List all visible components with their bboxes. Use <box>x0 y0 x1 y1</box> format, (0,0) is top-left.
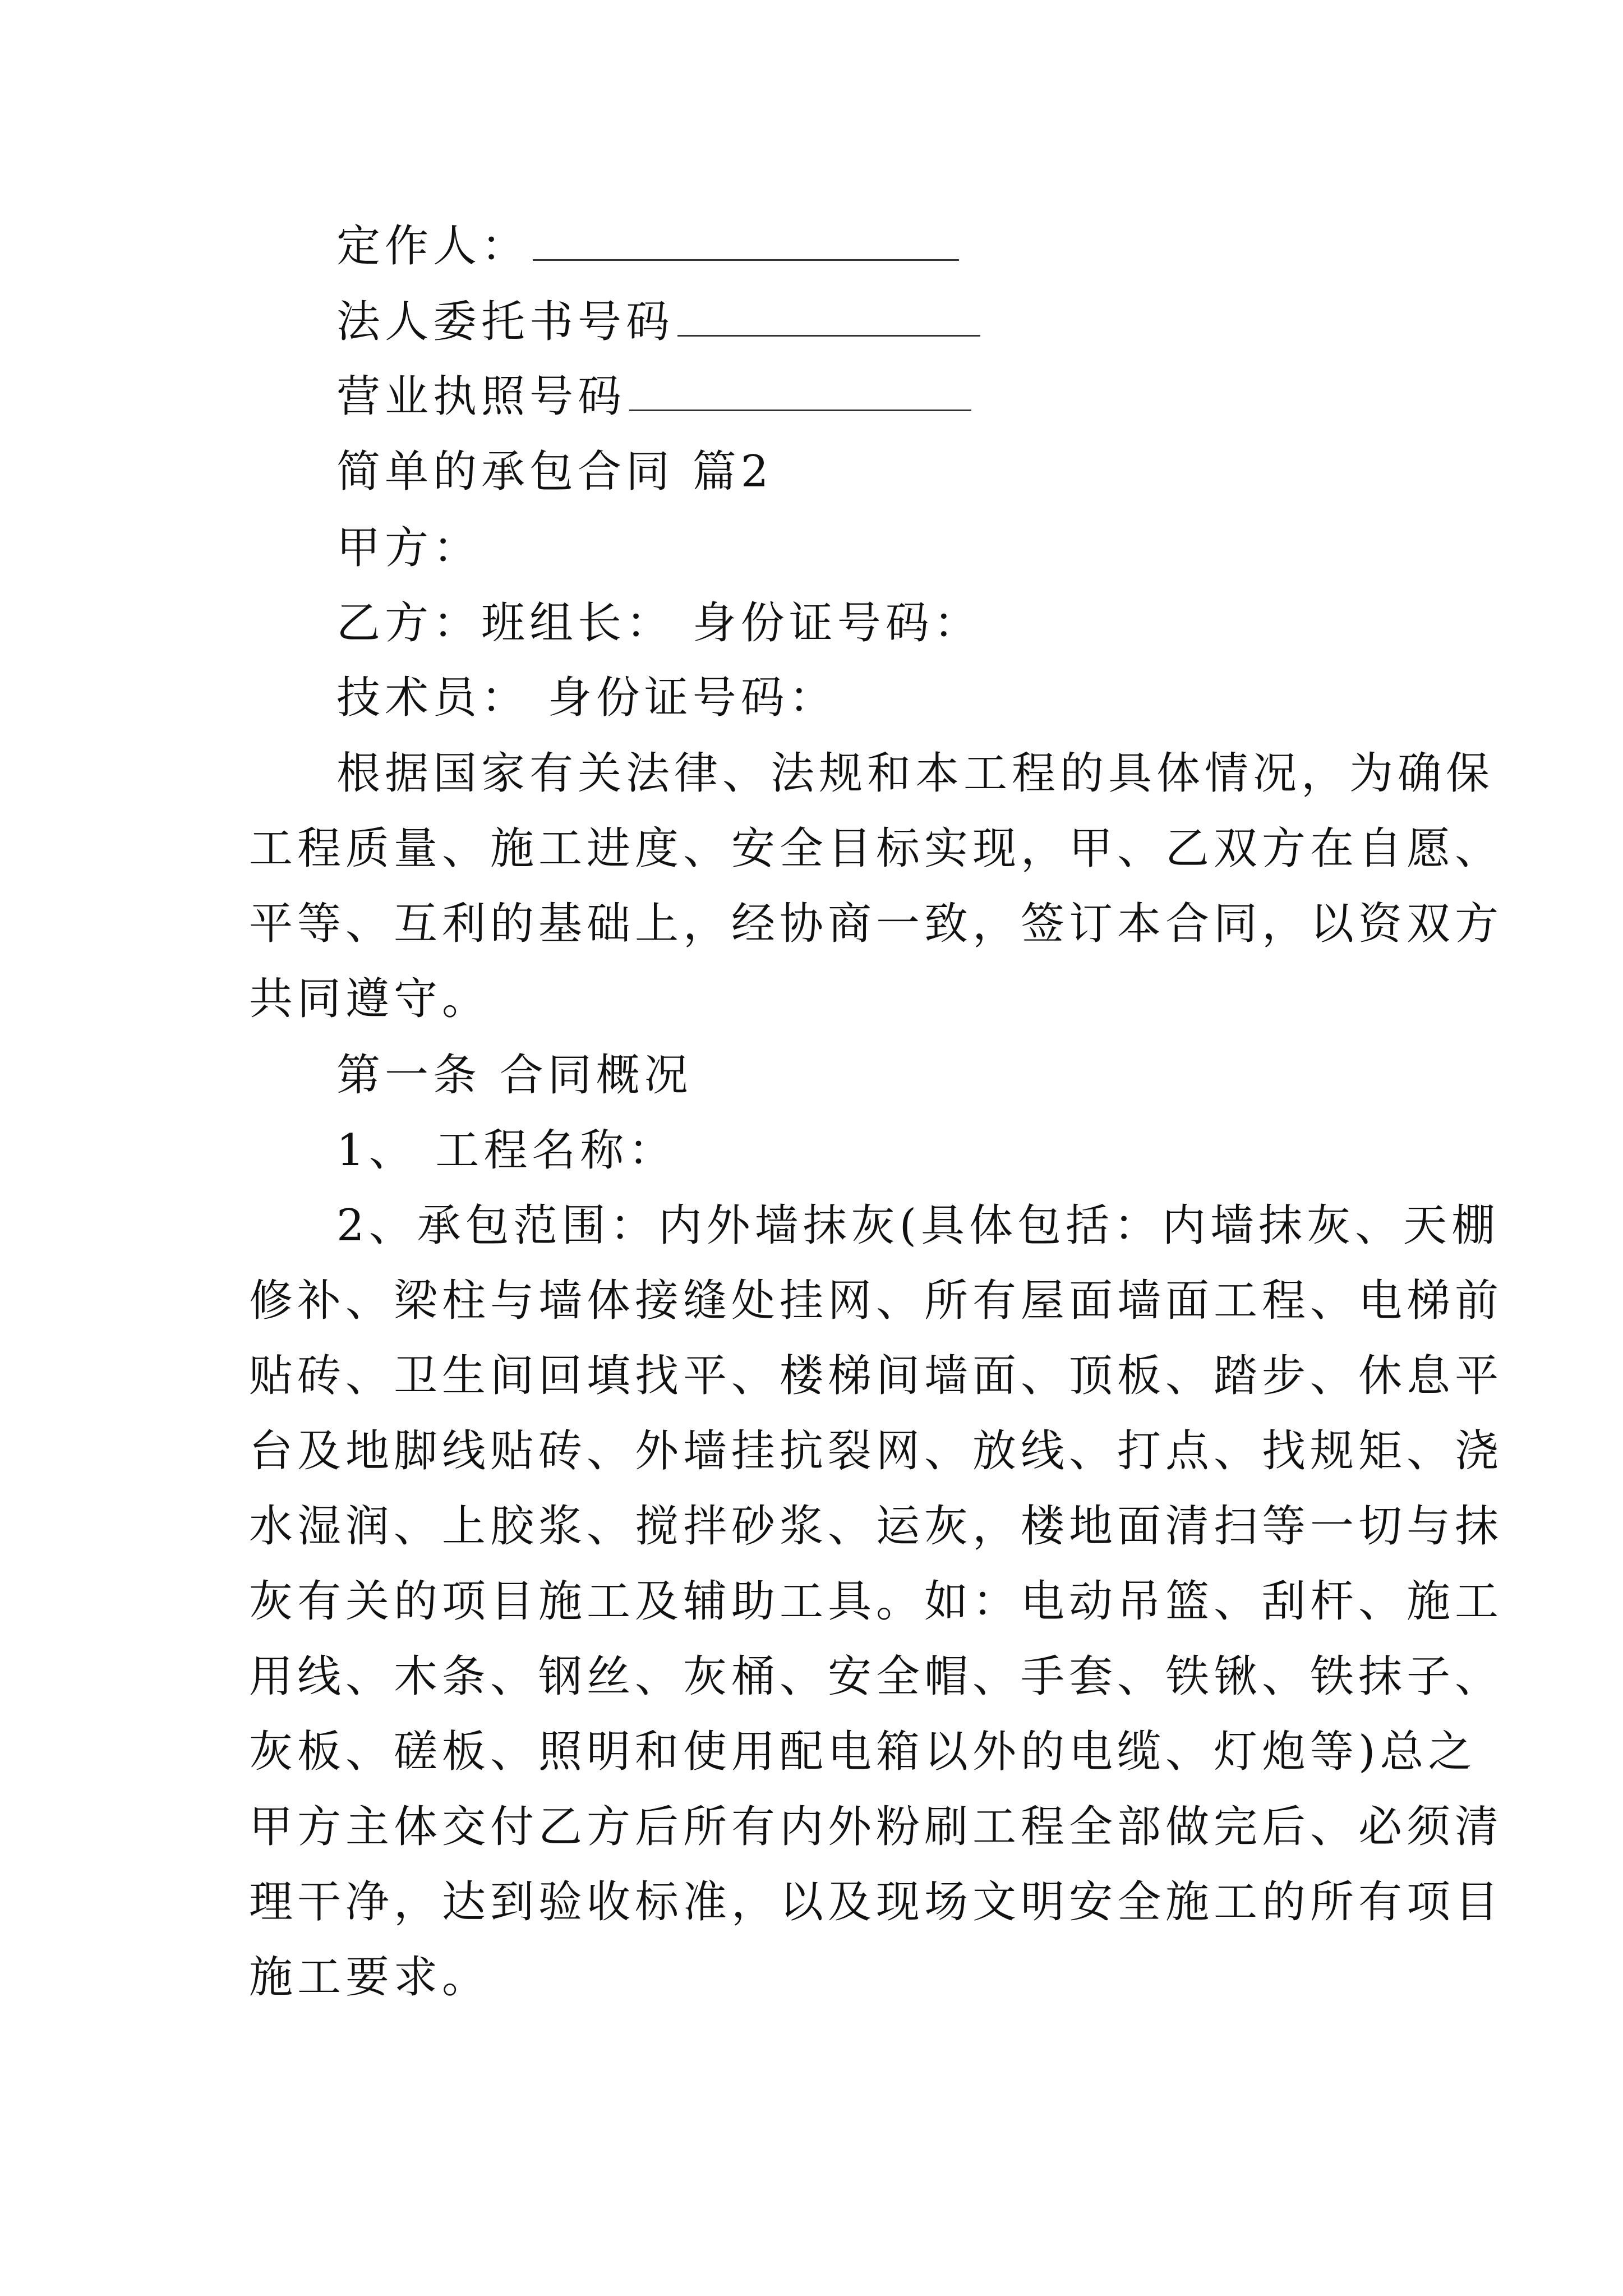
item-2-line: 施工要求。 <box>249 1952 491 2003</box>
contractor-blank-line <box>533 258 959 261</box>
item-2-line: 台及地脚线贴砖、外墙挂抗裂网、放线、打点、找规矩、浇 <box>249 1426 1504 1476</box>
party-a-label: 甲方： <box>336 523 482 573</box>
intro-paragraph-line: 工程质量、施工进度、安全目标实现，甲、乙双方在自愿、 <box>249 823 1504 874</box>
intro-paragraph <box>249 748 1504 1052</box>
item-2-line: 甲方主体交付乙方后所有内外粉刷工程全部做完后、必须清 <box>249 1802 1504 1852</box>
license-number-label: 营业执照号码 <box>336 371 626 422</box>
item-1-project-name: 1、 工程名称： <box>336 1125 677 1176</box>
item-2-line: 2、承包范围：内外墙抹灰(具体包括：内墙抹灰、天棚 <box>336 1200 1500 1251</box>
intro-paragraph-line: 根据国家有关法律、法规和本工程的具体情况，为确保 <box>336 748 1495 799</box>
intro-paragraph-line: 共同遵守。 <box>249 974 491 1024</box>
article-one-title: 第一条 合同概况 <box>336 1050 693 1101</box>
contractor-field <box>336 221 959 272</box>
proxy-number-label: 法人委托书号码 <box>336 297 675 347</box>
proxy-number-blank-line <box>677 334 980 337</box>
technician-line: 技术员： 身份证号码： <box>336 673 837 723</box>
intro-paragraph-line: 平等、互利的基础上，经协商一致，签订本合同，以资双方 <box>249 899 1504 949</box>
item-2-line: 修补、梁柱与墙体接缝处挂网、所有屋面墙面工程、电梯前 <box>249 1276 1504 1326</box>
license-number-blank-line <box>629 408 971 411</box>
section-title: 简单的承包合同 篇2 <box>336 447 773 497</box>
proxy-number-field <box>336 297 980 347</box>
contractor-label: 定作人： <box>336 221 530 272</box>
party-b-line: 乙方：班组长： 身份证号码： <box>336 598 982 648</box>
item-2-line: 水湿润、上胶浆、搅拌砂浆、运灰，楼地面清扫等一切与抹 <box>249 1501 1504 1552</box>
item-2-line: 灰板、磋板、照明和使用配电箱以外的电缆、灯炮等)总之 <box>249 1727 1477 1777</box>
license-number-field <box>336 371 971 422</box>
item-2-line: 用线、木条、钢丝、灰桶、安全帽、手套、铁锹、铁抹子、 <box>249 1651 1504 1702</box>
item-2-line: 理干净，达到验收标准，以及现场文明安全施工的所有项目 <box>249 1877 1504 1927</box>
item-2-line: 灰有关的项目施工及辅助工具。如：电动吊篮、刮杆、施工 <box>249 1576 1504 1627</box>
item-2-paragraph <box>249 1200 1504 2031</box>
item-2-line: 贴砖、卫生间回填找平、楼梯间墙面、顶板、踏步、休息平 <box>249 1351 1504 1401</box>
